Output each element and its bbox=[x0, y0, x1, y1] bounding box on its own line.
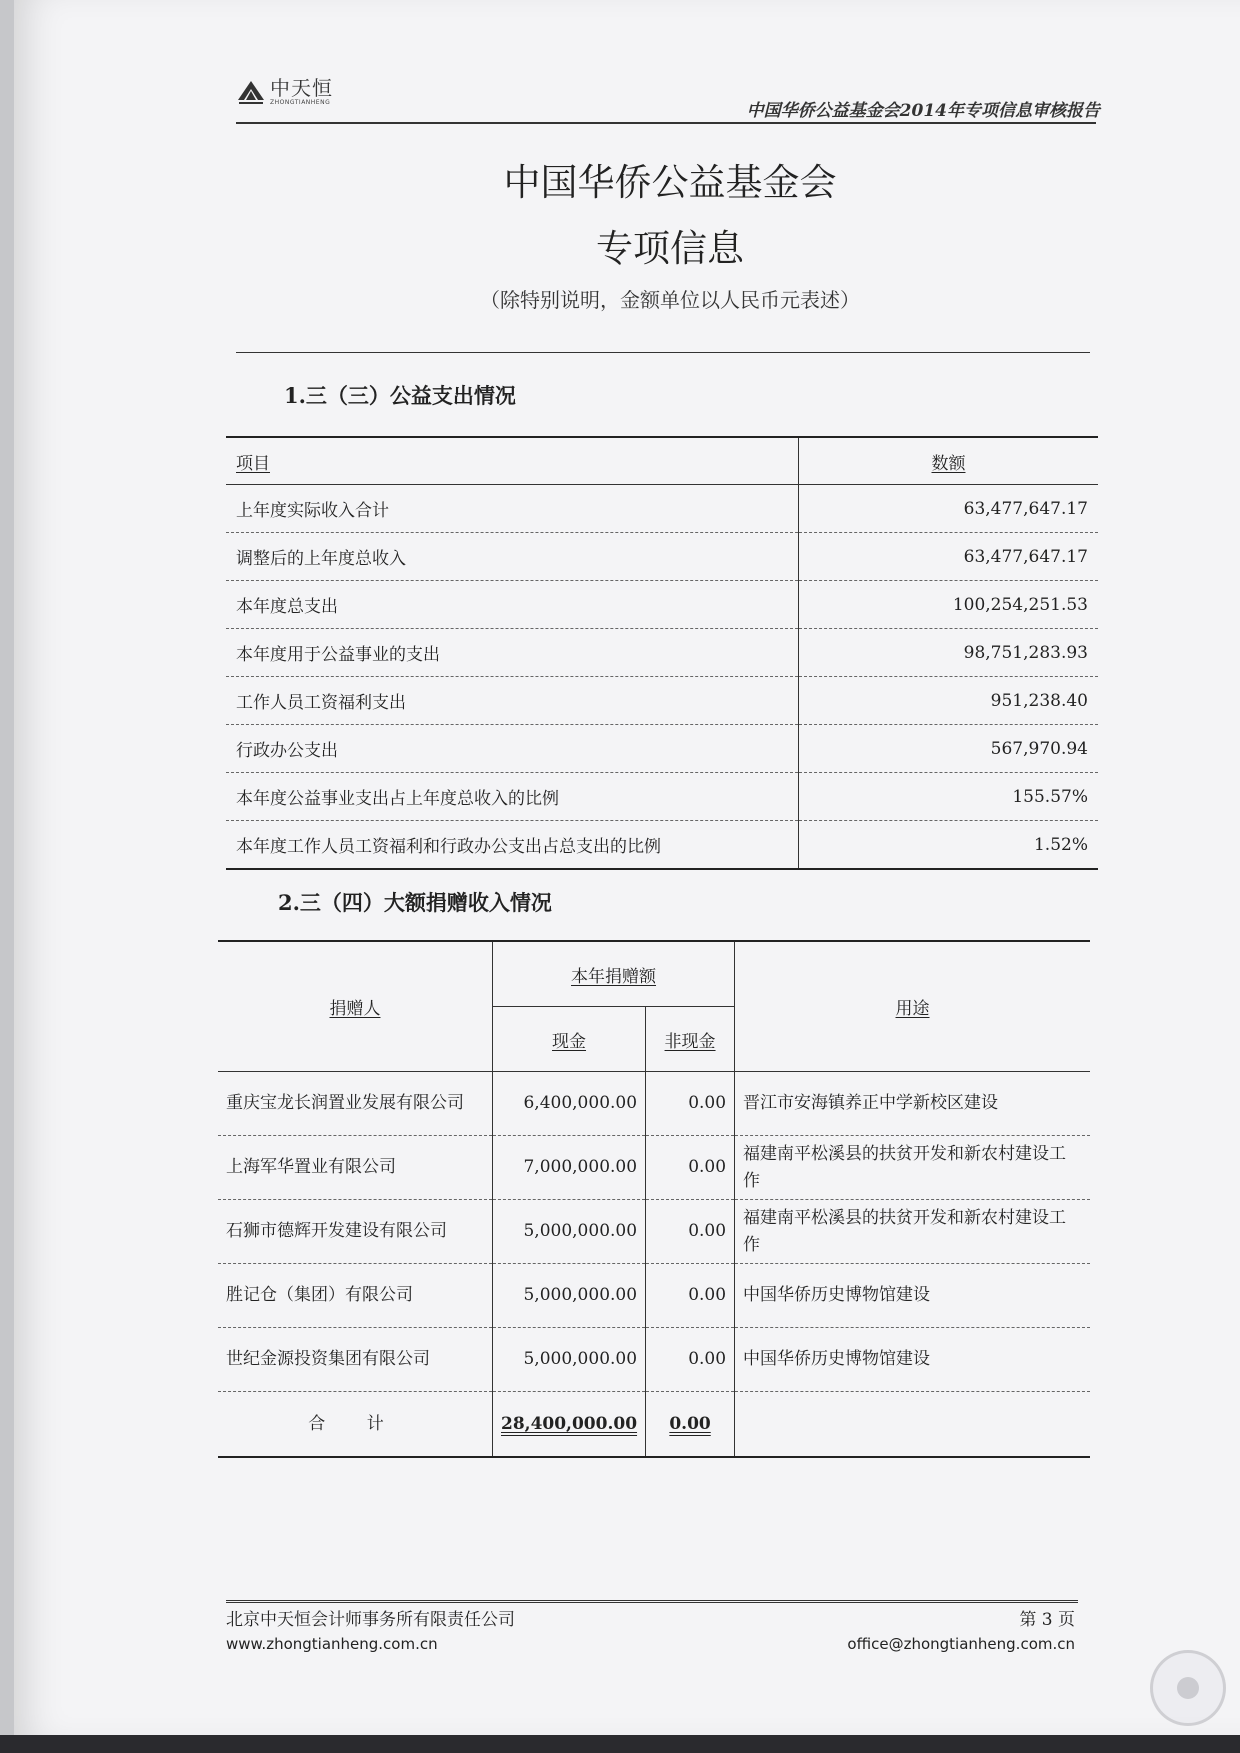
donation-table bbox=[218, 940, 1090, 1458]
donor-cell: 胜记仓（集团）有限公司 bbox=[218, 1264, 493, 1328]
col-header-item: 项目 bbox=[226, 437, 799, 485]
row-item: 工作人员工资福利支出 bbox=[226, 677, 799, 725]
row-item: 上年度实际收入合计 bbox=[226, 485, 799, 533]
table-row bbox=[226, 821, 1098, 870]
firm-name: 北京中天恒会计师事务所有限责任公司 bbox=[226, 1610, 515, 1630]
use-cell: 福建南平松溪县的扶贫开发和新农村建设工作 bbox=[735, 1136, 1090, 1200]
row-amount: 98,751,283.93 bbox=[799, 629, 1099, 677]
table-row bbox=[226, 773, 1098, 821]
table-row bbox=[218, 1136, 1090, 1200]
row-amount: 63,477,647.17 bbox=[799, 485, 1099, 533]
total-label: 合 计 bbox=[218, 1392, 493, 1458]
firm-website: www.zhongtianheng.com.cn bbox=[226, 1635, 438, 1653]
table-header-row bbox=[218, 941, 1090, 1007]
row-amount: 63,477,647.17 bbox=[799, 533, 1099, 581]
report-title: 中国华侨公益基金会2014年专项信息审核报告 bbox=[746, 101, 1100, 121]
table-row bbox=[226, 533, 1098, 581]
header-rule bbox=[236, 122, 1096, 124]
logo-en-text: ZHONGTIANHENG bbox=[270, 99, 331, 106]
total-noncash-cell bbox=[646, 1392, 735, 1458]
noncash-cell: 0.00 bbox=[646, 1328, 735, 1392]
cash-cell: 7,000,000.00 bbox=[493, 1136, 646, 1200]
row-amount: 567,970.94 bbox=[799, 725, 1099, 773]
row-amount: 1.52% bbox=[799, 821, 1099, 870]
noncash-cell: 0.00 bbox=[646, 1136, 735, 1200]
col-header-noncash: 非现金 bbox=[646, 1007, 735, 1072]
use-cell: 中国华侨历史博物馆建设 bbox=[735, 1264, 1090, 1328]
section1-heading: 1.三（三）公益支出情况 bbox=[284, 383, 516, 408]
cash-cell: 5,000,000.00 bbox=[493, 1264, 646, 1328]
donor-cell: 世纪金源投资集团有限公司 bbox=[218, 1328, 493, 1392]
cash-cell: 5,000,000.00 bbox=[493, 1200, 646, 1264]
total-noncash: 0.00 bbox=[669, 1413, 711, 1434]
row-item: 本年度用于公益事业的支出 bbox=[226, 629, 799, 677]
unit-note: （除特别说明，金额单位以人民币元表述） bbox=[480, 288, 860, 312]
company-logo bbox=[236, 78, 333, 106]
table-row bbox=[226, 629, 1098, 677]
row-item: 调整后的上年度总收入 bbox=[226, 533, 799, 581]
row-item: 本年度总支出 bbox=[226, 581, 799, 629]
row-amount: 951,238.40 bbox=[799, 677, 1099, 725]
donor-cell: 石狮市德辉开发建设有限公司 bbox=[218, 1200, 493, 1264]
page-subtitle-main: 专项信息 bbox=[596, 227, 744, 270]
table-row bbox=[226, 725, 1098, 773]
footer-right bbox=[847, 1608, 1075, 1656]
col-header-use: 用途 bbox=[735, 941, 1090, 1072]
firm-email: office@zhongtianheng.com.cn bbox=[847, 1635, 1075, 1653]
section-rule bbox=[236, 352, 1090, 353]
cash-cell: 6,400,000.00 bbox=[493, 1072, 646, 1136]
col-header-amount: 数额 bbox=[799, 437, 1099, 485]
footer-left bbox=[226, 1608, 515, 1656]
row-item: 行政办公支出 bbox=[226, 725, 799, 773]
row-item: 本年度公益事业支出占上年度总收入的比例 bbox=[226, 773, 799, 821]
table-row bbox=[218, 1072, 1090, 1136]
table-row bbox=[218, 1328, 1090, 1392]
logo-cn-text: 中天恒 bbox=[270, 76, 333, 100]
row-amount: 155.57% bbox=[799, 773, 1099, 821]
use-cell: 晋江市安海镇养正中学新校区建设 bbox=[735, 1072, 1090, 1136]
use-cell: 福建南平松溪县的扶贫开发和新农村建设工作 bbox=[735, 1200, 1090, 1264]
total-cash-cell bbox=[493, 1392, 646, 1458]
table-header-row bbox=[226, 437, 1098, 485]
table-row bbox=[218, 1264, 1090, 1328]
col-header-year-amount: 本年捐赠额 bbox=[493, 941, 735, 1007]
row-item: 本年度工作人员工资福利和行政办公支出占总支出的比例 bbox=[226, 821, 799, 870]
page-title: 中国华侨公益基金会 bbox=[503, 161, 837, 204]
col-header-cash: 现金 bbox=[493, 1007, 646, 1072]
table-row bbox=[226, 485, 1098, 533]
total-use-cell bbox=[735, 1392, 1090, 1458]
section2-heading: 2.三（四）大额捐赠收入情况 bbox=[278, 890, 552, 915]
noncash-cell: 0.00 bbox=[646, 1200, 735, 1264]
page-number: 第 3 页 bbox=[1019, 1610, 1075, 1630]
expenditure-table bbox=[226, 436, 1098, 870]
cash-cell: 5,000,000.00 bbox=[493, 1328, 646, 1392]
total-cash: 28,400,000.00 bbox=[501, 1413, 638, 1434]
row-amount: 100,254,251.53 bbox=[799, 581, 1099, 629]
footer-rule bbox=[226, 1600, 1078, 1603]
donor-cell: 上海军华置业有限公司 bbox=[218, 1136, 493, 1200]
col-header-donor: 捐赠人 bbox=[218, 941, 493, 1072]
total-row bbox=[218, 1392, 1090, 1458]
watermark-stamp bbox=[1150, 1650, 1226, 1726]
donor-cell: 重庆宝龙长润置业发展有限公司 bbox=[218, 1072, 493, 1136]
scan-bottom-strip bbox=[0, 1735, 1240, 1753]
noncash-cell: 0.00 bbox=[646, 1264, 735, 1328]
logo-mountain-icon bbox=[236, 78, 266, 106]
table-row bbox=[226, 581, 1098, 629]
table-row bbox=[226, 677, 1098, 725]
use-cell: 中国华侨历史博物馆建设 bbox=[735, 1328, 1090, 1392]
noncash-cell: 0.00 bbox=[646, 1072, 735, 1136]
table-row bbox=[218, 1200, 1090, 1264]
